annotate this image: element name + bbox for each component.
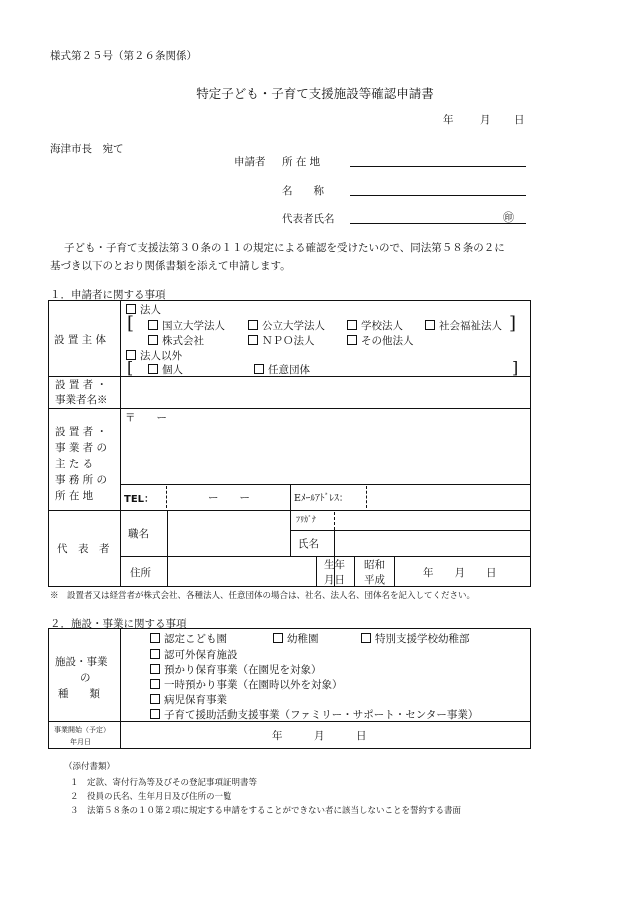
option-ichiji-azukari[interactable]: 一時預かり事業（在園時以外を対象） bbox=[150, 677, 343, 692]
section2-heading: ２．施設・事業に関する事項 bbox=[50, 618, 187, 630]
email-field[interactable] bbox=[370, 486, 528, 508]
birth-label-1: 生年 bbox=[324, 559, 345, 571]
page-title: 特定子ども・子育て支援施設等確認申請書 bbox=[196, 86, 434, 101]
option-unlicensed-nursery[interactable]: 認可外保育施設 bbox=[150, 647, 238, 662]
section1-note: ※ 設置者又は経営者が株式会社、各種法人、任意団体の場合は、社名、法人名、団体名を記入してください。 bbox=[50, 591, 476, 601]
corp-option-social-welfare[interactable]: 社会福祉法人 bbox=[425, 318, 502, 333]
date-month: 月 bbox=[480, 114, 491, 126]
office-label-5: 所 在 地 bbox=[55, 490, 94, 502]
noncorp-bracket-close: ] bbox=[512, 358, 519, 377]
position-label: 職名 bbox=[128, 528, 149, 540]
office-label-1: 設 置 者 ・ bbox=[55, 426, 108, 438]
tel-field[interactable]: ー ー bbox=[208, 492, 250, 504]
option-family-support[interactable]: 子育て援助活動支援事業（ファミリー・サポート・センター事業） bbox=[150, 707, 478, 722]
corp-checkbox[interactable]: 法人 bbox=[126, 302, 161, 317]
office-label-2: 事 業 者 の bbox=[55, 442, 108, 454]
corp-option-kabushiki[interactable]: 株式会社 bbox=[148, 333, 204, 348]
attachments-heading: （添付書類） bbox=[64, 762, 116, 772]
option-nintei-kodomoen[interactable]: 認定こども園 bbox=[150, 631, 227, 646]
form-number: 様式第２５号（第２６条関係） bbox=[50, 50, 197, 62]
applicant-name-label: 名 称 bbox=[282, 185, 324, 197]
facility-type-label-1: 施設・事業 bbox=[55, 656, 108, 668]
attachment-item-2: ２ 役員の氏名、生年月日及び住所の一覧 bbox=[70, 792, 232, 802]
addressee: 海津市長 宛て bbox=[50, 143, 124, 155]
birth-label-2: 月日 bbox=[324, 574, 345, 586]
birth-date-field[interactable]: 年 月 日 bbox=[423, 567, 497, 579]
applicant-rep-label: 代表者氏名 bbox=[282, 213, 335, 225]
email-label: Eﾒｰﾙｱﾄﾞﾚｽ： bbox=[294, 493, 349, 504]
corp-option-npo[interactable]: ＮＰＯ法人 bbox=[248, 333, 315, 348]
postal-code[interactable]: 〒 ー bbox=[125, 412, 167, 424]
corp-bracket-open: [ bbox=[127, 313, 135, 334]
seal-icon: ㊞ bbox=[503, 211, 514, 224]
attachment-item-3: ３ 法第５８条の１０第２項に規定する申請をすることができない者に該当しないことを誓約する書面 bbox=[70, 806, 462, 816]
date-year: 年 bbox=[443, 114, 454, 126]
operator-name-field[interactable] bbox=[122, 378, 528, 406]
attachment-item-1: １ 定款、寄付行為等及びその登記事項証明書等 bbox=[70, 778, 258, 788]
date-day: 日 bbox=[514, 114, 525, 126]
option-byoji-hoiku[interactable]: 病児保育事業 bbox=[150, 692, 227, 707]
section1-heading: １．申請者に関する事項 bbox=[50, 289, 166, 301]
corp-option-public-univ[interactable]: 公立大学法人 bbox=[248, 318, 325, 333]
start-date-label-1: 事業開始（予定） bbox=[54, 726, 110, 734]
applicant-name-field[interactable] bbox=[350, 195, 526, 196]
start-date-field[interactable]: 年 月 日 bbox=[272, 730, 367, 742]
start-date-label-2: 年月日 bbox=[70, 738, 91, 746]
furigana-label: ﾌﾘｶﾞﾅ bbox=[296, 515, 316, 524]
corp-option-national-univ[interactable]: 国立大学法人 bbox=[148, 318, 225, 333]
body-text-line-2: 基づき以下のとおり関係書類を添えて申請します。 bbox=[50, 260, 291, 272]
facility-type-label-3: 種 類 bbox=[58, 688, 100, 700]
operator-name-label-2: 事業者名※ bbox=[55, 394, 108, 406]
noncorp-option-voluntary[interactable]: 任意団体 bbox=[254, 362, 310, 377]
facility-type-label-2: の bbox=[80, 672, 91, 684]
era-showa[interactable]: 昭和 bbox=[364, 559, 385, 571]
noncorp-checkbox[interactable]: 法人以外 bbox=[126, 348, 182, 363]
corp-option-other[interactable]: その他法人 bbox=[347, 333, 414, 348]
body-text-line-1: 子ども・子育て支援法第３０条の１１の規定による確認を受けたいので、同法第５８条の２に bbox=[64, 242, 505, 254]
representative-label: 代 表 者 bbox=[57, 543, 110, 555]
founder-label: 設 置 主 体 bbox=[54, 334, 107, 346]
applicant-address-field[interactable] bbox=[350, 166, 526, 167]
noncorp-option-individual[interactable]: 個人 bbox=[148, 362, 183, 377]
fullname-label: 氏名 bbox=[298, 538, 319, 550]
corp-option-school[interactable]: 学校法人 bbox=[347, 318, 403, 333]
applicant-label: 申請者 bbox=[234, 156, 266, 168]
option-azukari-hoiku[interactable]: 預かり保育事業（在園児を対象） bbox=[150, 662, 322, 677]
option-yochien[interactable]: 幼稚園 bbox=[273, 631, 319, 646]
applicant-address-label: 所 在 地 bbox=[282, 156, 321, 168]
office-label-3: 主 た る bbox=[55, 458, 94, 470]
noncorp-bracket-open: [ bbox=[127, 358, 134, 377]
tel-label: TEL： bbox=[124, 494, 155, 505]
corp-bracket-close: ] bbox=[509, 313, 517, 334]
applicant-rep-field[interactable] bbox=[350, 223, 526, 224]
rep-address-label: 住所 bbox=[130, 567, 151, 579]
era-heisei[interactable]: 平成 bbox=[364, 574, 385, 586]
office-label-4: 事 務 所 の bbox=[55, 474, 108, 486]
option-special-support[interactable]: 特別支援学校幼稚部 bbox=[361, 631, 470, 646]
operator-name-label-1: 設 置 者 ・ bbox=[55, 379, 108, 391]
